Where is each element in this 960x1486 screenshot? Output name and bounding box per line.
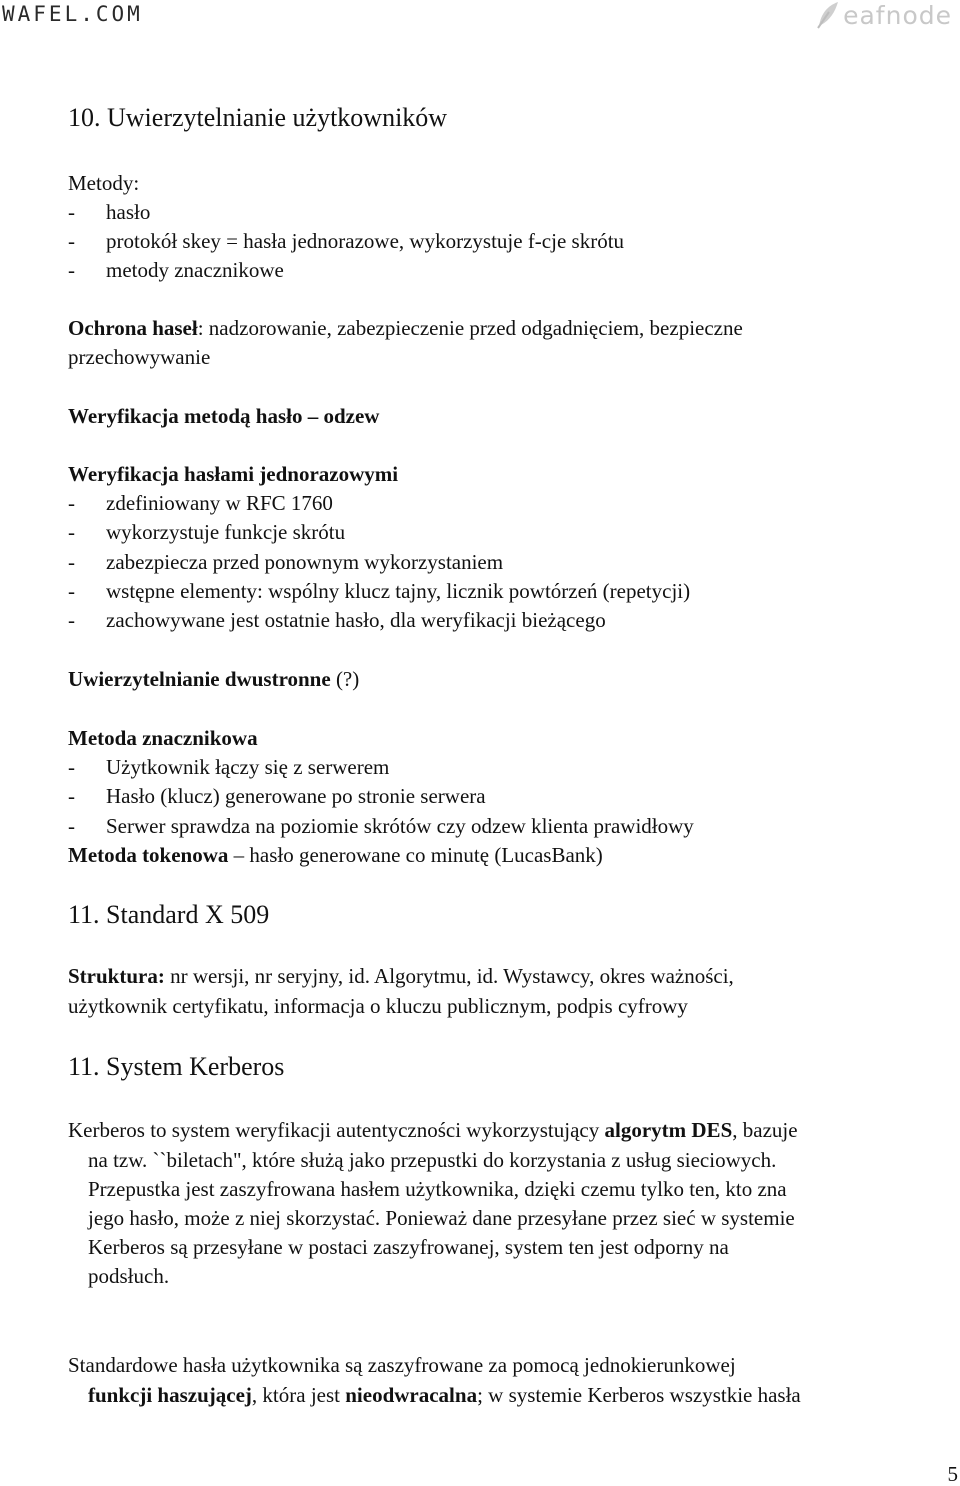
section-11-kerberos-title: 11. System Kerberos — [68, 1052, 285, 1081]
watermark-leafnode-text: eafnode — [843, 0, 952, 30]
challenge-response-heading: Weryfikacja metodą hasło – odzew — [68, 404, 380, 428]
x509-structure-line: Struktura: nr wersji, nr seryjny, id. Algorytmu, id. Wystawcy, okres ważności, — [68, 964, 734, 988]
page-number: 5 — [947, 1462, 958, 1486]
mutual-auth-heading: Uwierzytelnianie dwustronne (?) — [68, 667, 360, 691]
token-item: - Hasło (klucz) generowane po stronie serwera — [68, 784, 486, 808]
password-protection-line: Ochrona haseł: nadzorowanie, zabezpieczenie przed odgadnięciem, bezpieczne — [68, 316, 743, 340]
otp-heading: Weryfikacja hasłami jednorazowymi — [68, 462, 399, 486]
kerberos-para-1-line: Kerberos są przesyłane w postaci zaszyfrowanej, system ten jest odporny na — [88, 1235, 729, 1259]
kerberos-para-1-line: na tzw. ``biletach", które służą jako przepustki do korzystania z usług sieciowych. — [88, 1148, 777, 1172]
kerberos-para-2-line: funkcji haszującej, która jest nieodwracalna; w systemie Kerberos wszystkie hasła — [88, 1383, 801, 1407]
methods-item: - metody znacznikowe — [68, 258, 284, 282]
watermark-leafnode — [815, 0, 952, 30]
otp-item: - zdefiniowany w RFC 1760 — [68, 491, 333, 515]
kerberos-para-2-line: Standardowe hasła użytkownika są zaszyfrowane za pomocą jednokierunkowej — [68, 1353, 736, 1377]
tokenowa-line: Metoda tokenowa – hasło generowane co minutę (LucasBank) — [68, 843, 603, 867]
password-protection-line-2: przechowywanie — [68, 345, 211, 369]
token-item: - Serwer sprawdza na poziomie skrótów czy odzew klienta prawidłowy — [68, 814, 694, 838]
watermark-wafel: WAFEL.COM — [2, 2, 143, 26]
otp-item: - wstępne elementy: wspólny klucz tajny, licznik powtórzeń (repetycji) — [68, 579, 691, 603]
methods-item: - hasło — [68, 200, 151, 224]
token-method-heading: Metoda znacznikowa — [68, 726, 258, 750]
section-10-title: 10. Uwierzytelnianie użytkowników — [68, 103, 448, 132]
kerberos-para-1-line: Przepustka jest zaszyfrowana hasłem użytkownika, dzięki czemu tylko ten, kto zna — [88, 1177, 787, 1201]
section-11-x509-title: 11. Standard X 509 — [68, 900, 270, 929]
otp-item: - wykorzystuje funkcje skrótu — [68, 520, 346, 544]
leaf-logo-icon — [815, 0, 841, 30]
x509-structure-line-2: użytkownik certyfikatu, informacja o kluczu publicznym, podpis cyfrowy — [68, 994, 688, 1018]
methods-item: - protokół skey = hasła jednorazowe, wykorzystuje f-cje skrótu — [68, 229, 625, 253]
kerberos-para-1-line: podsłuch. — [88, 1264, 170, 1288]
kerberos-para-1-line: Kerberos to system weryfikacji autentyczności wykorzystujący algorytm DES, bazuje — [68, 1118, 798, 1142]
token-item: - Użytkownik łączy się z serwerem — [68, 755, 390, 779]
otp-item: - zabezpiecza przed ponownym wykorzystaniem — [68, 550, 504, 574]
otp-item: - zachowywane jest ostatnie hasło, dla weryfikacji bieżącego — [68, 608, 606, 632]
methods-heading: Metody: — [68, 171, 140, 195]
kerberos-para-1-line: jego hasło, może z niej skorzystać. Ponieważ dane przesyłane przez sieć w systemie — [88, 1206, 795, 1230]
